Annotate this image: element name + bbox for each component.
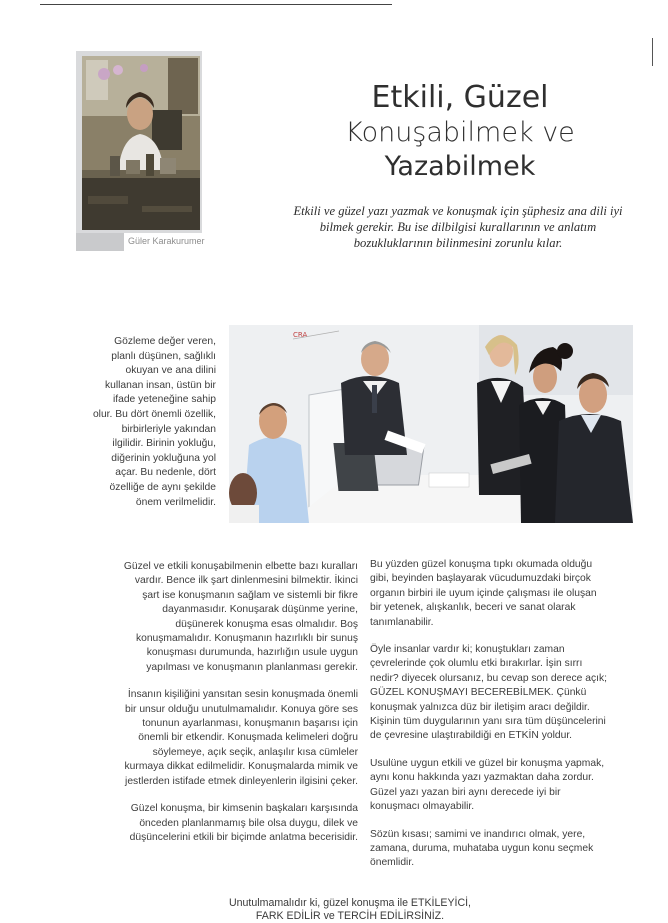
- closing-line-1: Unutulmamalıdır ki, güzel konuşma ile ETKİLEYİCİ,: [229, 897, 471, 909]
- right-paragraph: Usulüne uygun etkili ve güzel bir konuşma yapmak, aynı konu hakkında yazı yazmaktan daha zordur. Güzel yazı yazan biri aynı derecede iyi bir konuşmacı olmayabilir.: [370, 757, 605, 813]
- author-portrait: [76, 51, 205, 251]
- business-meeting-photo: [229, 325, 633, 523]
- right-paragraph: Bu yüzden güzel konuşma tıpkı okumada olduğu gibi, beyinden başlayarak vücudumuzdaki birçok organın birbiri ile uyum içinde çalışması ile oluşan bir yetenek, alışkanlık, beceri ve sanat olarak tanımlanabilir.: [370, 559, 597, 628]
- side-paragraph: Gözleme değer veren, planlı düşünen, sağlıklı okuyan ve ana dilini kullanan insan, üstün bir ifade yeteneğine sahip olur. Bu dört önemli özellik, birbirleriyle yakından ilgilidir. Birinin yokluğu, diğerinin yokluğuna yol açar. Bu nedenle, dört özelliğe de aynı şekilde önem verilmelidir.: [92, 336, 216, 508]
- left-paragraph: İnsanın kişiliğini yansıtan sesin konuşmada önemli bir unsur olduğu unutulmamalıdır. Konuya göre ses tonunun ayarlanması, konuşmanın başarısı için önemli bir etkendir. Konuşmada kelimeleri doğru söylemeye, açık seçik, anlaşılır kısa cümleler kurmaya dikkat edilmelidir. Konuşmalarda mimik ve jestlerden istifade etmek dinleyenlerin ilgisini çeker.: [124, 689, 358, 787]
- author-photo: [82, 56, 200, 230]
- title-line-1: Etkili, Güzel: [371, 80, 549, 115]
- closing-line-2: FARK EDİLİR ve TERCİH EDİLİRSİNİZ.: [255, 910, 445, 922]
- caption-strip: [76, 233, 124, 251]
- author-name-caption: Güler Karakurumer: [128, 236, 205, 246]
- title-line-2: Konuşabilmek ve: [345, 117, 575, 148]
- right-paragraph: Sözün kısası; samimi ve inandırıcı olmak, yere, zamana, duruma, muhataba uygun konu seçmek önemlidir.: [370, 828, 594, 869]
- title-line-3: Yazabilmek: [384, 151, 536, 182]
- article-title: [300, 80, 620, 184]
- photo-sign-text: CRA: [293, 331, 308, 339]
- left-paragraph: Güzel konuşma, bir kimsenin başkaları karşısında önceden planlanmamış bile olsa duygu, dilek ve düşüncelerini etkili bir biçimde anlatma becerisidir.: [129, 803, 358, 843]
- closing-statement: [200, 897, 500, 923]
- right-paragraph: Öyle insanlar vardır ki; konuştukları zaman çevrelerinde çok olumlu etki bırakırlar. İşin sırrı nedir? diyecek olursanız, bu cevap son derece açık; GÜZEL KONUŞMAYI BECEREBİLMEK. Çünkü konuşmak yalnızca düz bir iletişim aracı değildir. Kişinin tüm duygularının yanı sıra tüm düşüncelerini de çevresine ulaştırabildiği en ETKİN yoldur.: [370, 644, 607, 742]
- left-text-column: [120, 560, 358, 858]
- left-paragraph: Güzel ve etkili konuşabilmenin elbette bazı kuralları vardır. Bence ilk şart dinlenmesini bilmektir. İkinci şart ise konuşmanın sağlam ve sistemli bir fikre dayanmasıdır. Konuşarak düşünme yerine, düşünerek konuşma esas olmalıdır. Boş konuşmamalıdır. Konuşmanın hazırlıklı bir sunuş konuşması durumunda, hazırlığın usule uygun yapılması ve konuşmanın planlanması gerekir.: [123, 561, 358, 673]
- page-edge-mark: [652, 38, 653, 66]
- right-text-column: [370, 558, 610, 884]
- top-rule: [40, 4, 392, 5]
- lead-paragraph: Etkili ve güzel yazı yazmak ve konuşmak için şüphesiz ana dili iyi bilmek gerekir. Bu ise dilbilgisi kurallarının ve anlatım bozukluklarının bilinmesini zorunlu kılar.: [293, 204, 623, 250]
